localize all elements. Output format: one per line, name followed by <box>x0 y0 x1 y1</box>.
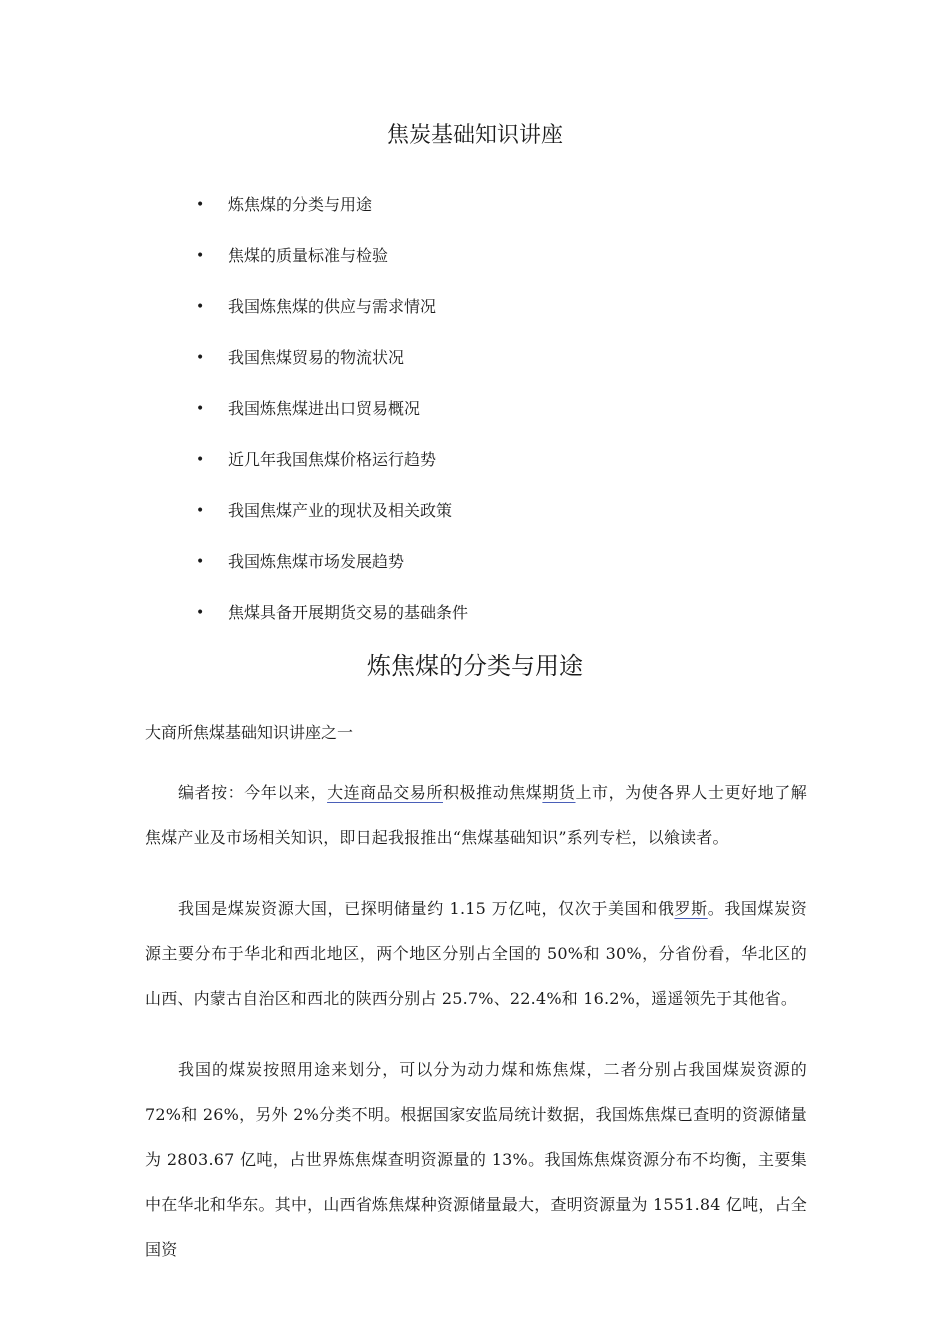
russia-link[interactable]: 罗斯 <box>674 899 708 918</box>
dce-link[interactable]: 大连商品交易所 <box>327 783 443 802</box>
bullet-icon: • <box>196 554 205 570</box>
toc-item-label: 我国炼焦煤市场发展趋势 <box>228 552 405 571</box>
toc-item <box>196 292 468 343</box>
toc-item <box>196 547 468 598</box>
document-title: 焦炭基础知识讲座 <box>386 123 563 148</box>
toc-item <box>196 598 468 649</box>
bullet-icon: • <box>196 503 205 519</box>
section-subtitle: 大商所焦煤基础知识讲座之一 <box>145 723 354 742</box>
toc-item-label: 近几年我国焦煤价格运行趋势 <box>228 450 437 469</box>
futures-link[interactable]: 期货 <box>542 783 576 802</box>
toc-item <box>196 343 468 394</box>
toc-item <box>196 496 468 547</box>
toc-item-label: 我国焦煤产业的现状及相关政策 <box>228 501 453 520</box>
bullet-icon: • <box>196 299 205 315</box>
bullet-icon: • <box>196 197 205 213</box>
toc-item-label: 我国炼焦煤进出口贸易概况 <box>228 399 421 418</box>
table-of-contents <box>196 190 468 649</box>
toc-item <box>196 394 468 445</box>
toc-item-label: 我国焦煤贸易的物流状况 <box>228 348 405 367</box>
toc-item <box>196 190 468 241</box>
toc-item <box>196 241 468 292</box>
coal-resources-paragraph: 我国是煤炭资源大国，已探明储量约 1.15 万亿吨，仅次于美国和俄罗斯。我国煤炭资源主要分布于华北和西北地区，两个地区分别占全国的 50%和 30%，分省份看，华北区的山西、内蒙古自治区和西北的陕西分别占 25.7%、22.4%和 16.2%，遥遥领先于其他省。 <box>145 899 807 1008</box>
coal-usage-paragraph: 我国的煤炭按照用途来划分，可以分为动力煤和炼焦煤，二者分别占我国煤炭资源的 72%和 26%，另外 2%分类不明。根据国家安监局统计数据，我国炼焦煤已查明的资源储量为 2803.67 亿吨，占世界炼焦煤查明资源量的 13%。我国炼焦煤资源分布不均衡，主要集中在华北和华东。其中，山西省炼焦煤种资源储量最大，查明资源量为 1551.84 亿吨，占全国资 <box>145 1060 807 1259</box>
toc-item-label: 焦煤具备开展期货交易的基础条件 <box>228 603 469 622</box>
toc-item-label: 炼焦煤的分类与用途 <box>228 195 373 214</box>
toc-item-label: 焦煤的质量标准与检验 <box>228 246 389 265</box>
bullet-icon: • <box>196 605 205 621</box>
section-title: 炼焦煤的分类与用途 <box>367 652 583 680</box>
bullet-icon: • <box>196 248 205 264</box>
editor-note-paragraph: 编者按：今年以来，大连商品交易所积极推动焦煤期货上市，为使各界人士更好地了解焦煤产业及市场相关知识，即日起我报推出“焦煤基础知识”系列专栏，以飨读者。 <box>145 783 807 847</box>
bullet-icon: • <box>196 350 205 366</box>
bullet-icon: • <box>196 452 205 468</box>
bullet-icon: • <box>196 401 205 417</box>
article-body <box>145 770 807 1298</box>
toc-item <box>196 445 468 496</box>
toc-item-label: 我国炼焦煤的供应与需求情况 <box>228 297 437 316</box>
